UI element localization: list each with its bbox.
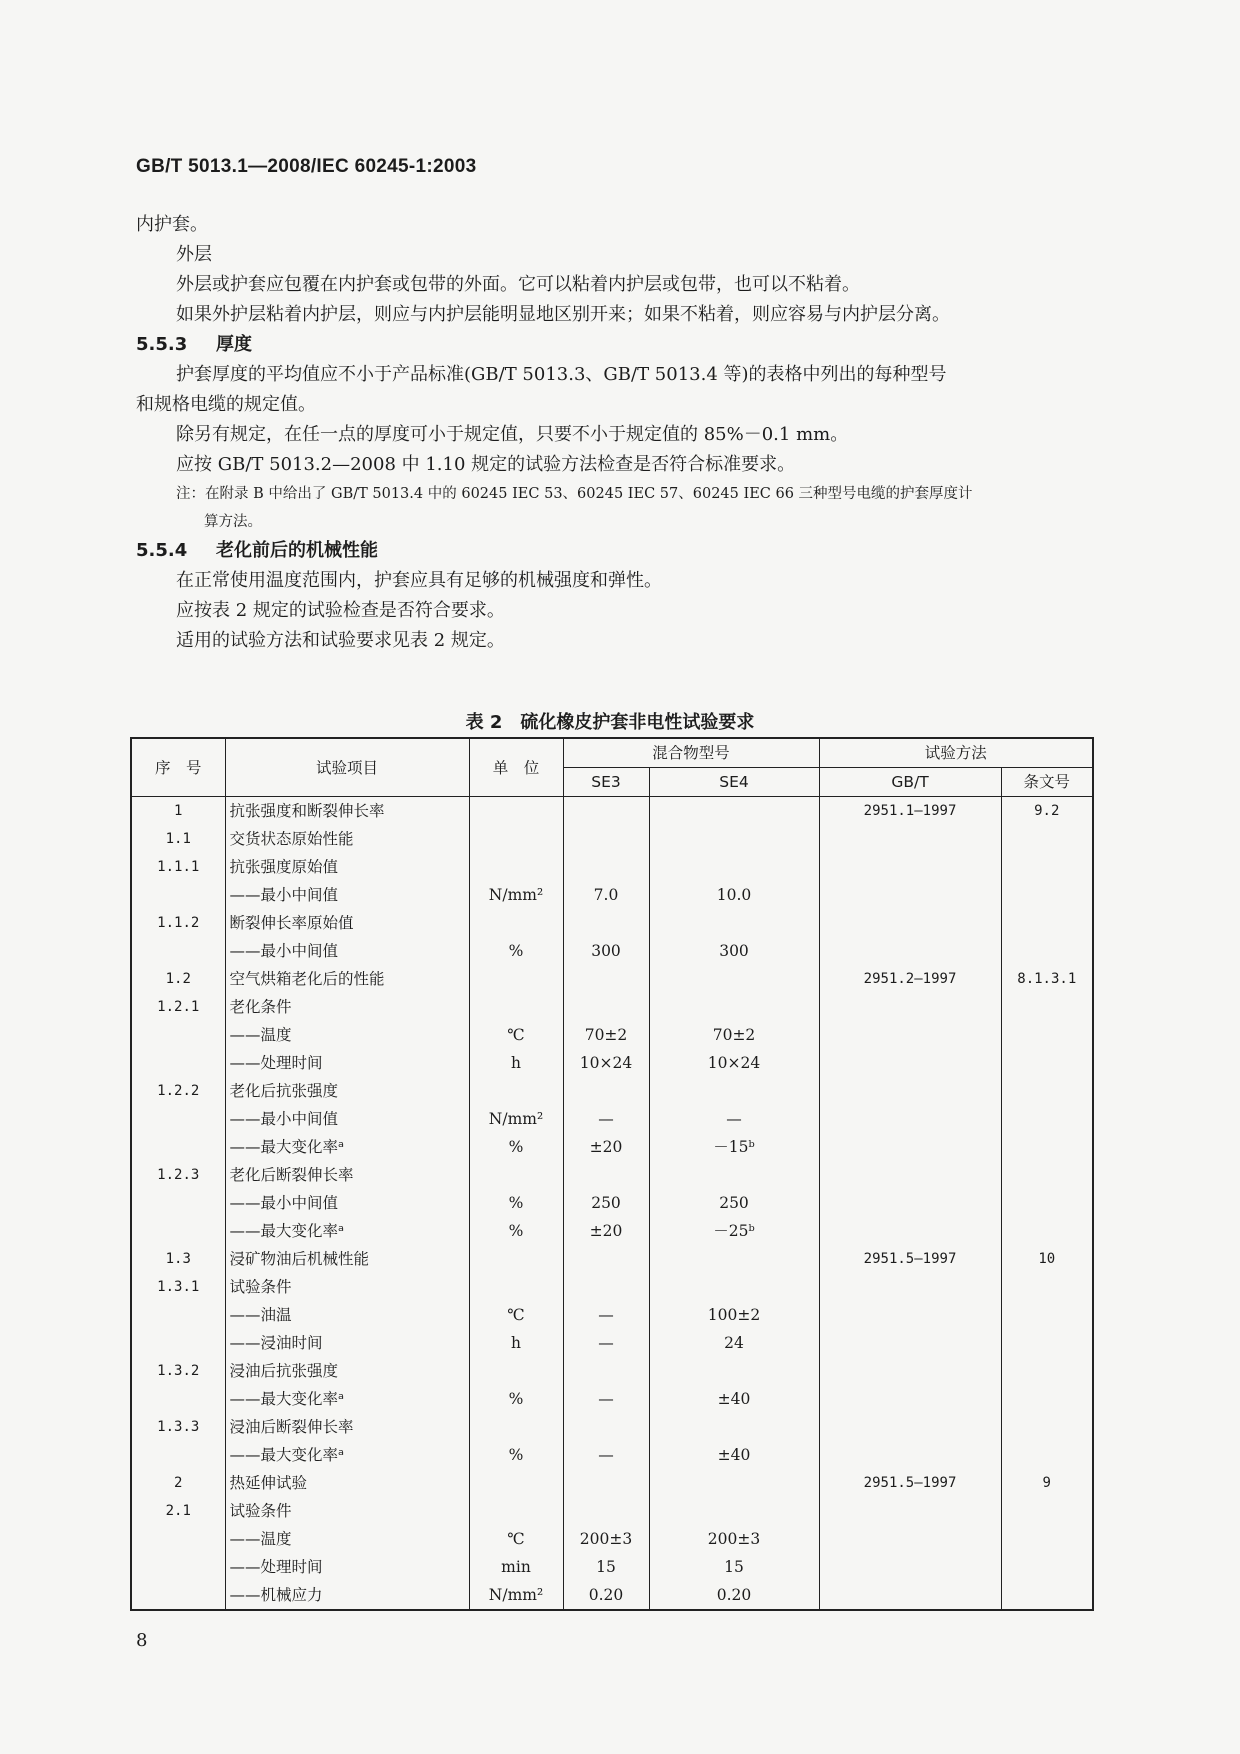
cell-se4 [649,853,819,881]
cell-se3 [563,1161,649,1189]
cell-unit: N/mm² [469,1105,563,1133]
cell-seq [131,1301,225,1329]
cell-item: ——浸油时间 [225,1329,469,1357]
header-gbt: GB/T [819,768,1001,797]
cell-gbt [819,1301,1001,1329]
cell-gbt [819,1441,1001,1469]
cell-item: 浸矿物油后机械性能 [225,1245,469,1273]
header-clause: 条文号 [1001,768,1093,797]
cell-se4 [649,1161,819,1189]
cell-se3 [563,1273,649,1301]
cell-seq: 2 [131,1469,225,1497]
cell-se3: — [563,1105,649,1133]
table-row [131,853,1093,881]
cell-unit: h [469,1329,563,1357]
table-row [131,1077,1093,1105]
cell-item: ——处理时间 [225,1049,469,1077]
note-line: 注：在附录 B 中给出了 GB/T 5013.4 中的 60245 IEC 53、60245 IEC 57、60245 IEC 66 三种型号电缆的护套厚度计 [176,486,973,502]
cell-clause [1001,909,1093,937]
cell-clause [1001,1021,1093,1049]
table-row [131,993,1093,1021]
paragraph-line: 外层 [176,244,212,265]
paragraph-line: 护套厚度的平均值应不小于产品标准(GB/T 5013.3、GB/T 5013.4 等)的表格中列出的每种型号 [176,364,947,385]
cell-clause: 9 [1001,1469,1093,1497]
cell-se4 [649,1077,819,1105]
header-compound: 混合物型号 [563,738,819,768]
table-row [131,1581,1093,1610]
cell-item: ——最小中间值 [225,937,469,965]
cell-se3 [563,993,649,1021]
table-header [131,738,1093,797]
cell-seq: 1.2.3 [131,1161,225,1189]
cell-item: ——温度 [225,1021,469,1049]
cell-unit [469,1245,563,1273]
table-row [131,1273,1093,1301]
cell-se4: 100±2 [649,1301,819,1329]
cell-clause [1001,1049,1093,1077]
cell-item: 老化后抗张强度 [225,1077,469,1105]
cell-gbt [819,1021,1001,1049]
cell-unit [469,1077,563,1105]
cell-gbt [819,1189,1001,1217]
cell-gbt [819,1105,1001,1133]
cell-se4: 10×24 [649,1049,819,1077]
cell-seq [131,1525,225,1553]
cell-se3: 0.20 [563,1581,649,1610]
cell-unit: ℃ [469,1525,563,1553]
table-row [131,1469,1093,1497]
cell-se4 [649,825,819,853]
cell-seq: 2.1 [131,1497,225,1525]
cell-se3: — [563,1385,649,1413]
table-row [131,1133,1093,1161]
cell-se3 [563,1497,649,1525]
cell-item: ——机械应力 [225,1581,469,1610]
cell-unit [469,965,563,993]
cell-unit [469,853,563,881]
cell-se4: 15 [649,1553,819,1581]
cell-se3: 200±3 [563,1525,649,1553]
cell-seq: 1.3.3 [131,1413,225,1441]
cell-unit [469,1357,563,1385]
table-row [131,1105,1093,1133]
cell-se3: — [563,1301,649,1329]
cell-gbt [819,1329,1001,1357]
cell-se4: －15ᵇ [649,1133,819,1161]
header-item: 试验项目 [225,738,469,797]
cell-clause [1001,1217,1093,1245]
cell-seq: 1.2.2 [131,1077,225,1105]
cell-item: 浸油后抗张强度 [225,1357,469,1385]
paragraph-line: 在正常使用温度范围内，护套应具有足够的机械强度和弹性。 [176,570,662,591]
cell-unit [469,909,563,937]
cell-se3: 15 [563,1553,649,1581]
cell-seq: 1.3 [131,1245,225,1273]
cell-se4: — [649,1105,819,1133]
table-row [131,1049,1093,1077]
cell-gbt [819,1357,1001,1385]
cell-item: 试验条件 [225,1273,469,1301]
cell-unit: % [469,1217,563,1245]
cell-clause [1001,1273,1093,1301]
cell-se4: 0.20 [649,1581,819,1610]
table-row [131,1217,1093,1245]
cell-clause [1001,993,1093,1021]
table-row [131,1553,1093,1581]
section-title: 厚度 [216,334,252,355]
cell-clause [1001,1357,1093,1385]
section-number: 5.5.3 [136,334,188,355]
cell-item: 抗张强度原始值 [225,853,469,881]
cell-clause [1001,881,1093,909]
cell-unit [469,1469,563,1497]
header-seq: 序 号 [131,738,225,797]
cell-item: 热延伸试验 [225,1469,469,1497]
cell-se4 [649,1245,819,1273]
cell-gbt [819,937,1001,965]
cell-seq [131,1553,225,1581]
cell-item: ——处理时间 [225,1553,469,1581]
cell-unit: min [469,1553,563,1581]
cell-gbt [819,825,1001,853]
cell-clause [1001,1133,1093,1161]
table-row [131,1301,1093,1329]
cell-seq [131,1217,225,1245]
cell-seq [131,937,225,965]
section-heading-553 [136,330,1096,360]
cell-item: 断裂伸长率原始值 [225,909,469,937]
cell-seq: 1 [131,797,225,826]
paragraph-line: 应按 GB/T 5013.2—2008 中 1.10 规定的试验方法检查是否符合标准要求。 [176,454,796,475]
cell-gbt [819,1077,1001,1105]
cell-se3 [563,825,649,853]
cell-gbt: 2951.2—1997 [819,965,1001,993]
cell-item: ——最大变化率ᵃ [225,1441,469,1469]
table-row [131,1525,1093,1553]
table-row [131,1161,1093,1189]
cell-se3 [563,797,649,826]
table-row [131,1441,1093,1469]
cell-seq [131,1329,225,1357]
cell-clause [1001,1385,1093,1413]
cell-clause [1001,1189,1093,1217]
cell-unit [469,1497,563,1525]
cell-unit [469,825,563,853]
header-se4: SE4 [649,768,819,797]
cell-clause [1001,1441,1093,1469]
paragraph-line: 适用的试验方法和试验要求见表 2 规定。 [176,630,505,651]
cell-unit: % [469,1133,563,1161]
cell-gbt [819,993,1001,1021]
cell-seq: 1.3.2 [131,1357,225,1385]
page-number: 8 [136,1630,148,1651]
cell-unit [469,797,563,826]
cell-seq [131,1105,225,1133]
table-row [131,1329,1093,1357]
cell-gbt [819,1525,1001,1553]
cell-unit [469,993,563,1021]
paragraph-line: 除另有规定，在任一点的厚度可小于规定值，只要不小于规定值的 85%－0.1 mm。 [176,424,849,445]
cell-se4: 24 [649,1329,819,1357]
paragraph-line: 和规格电缆的规定值。 [136,394,316,415]
cell-gbt [819,1049,1001,1077]
cell-gbt: 2951.5—1997 [819,1469,1001,1497]
cell-unit: N/mm² [469,1581,563,1610]
cell-clause [1001,1525,1093,1553]
cell-seq [131,1049,225,1077]
cell-clause [1001,1329,1093,1357]
cell-clause [1001,1161,1093,1189]
cell-unit: ℃ [469,1021,563,1049]
cell-gbt [819,1413,1001,1441]
cell-seq: 1.1.2 [131,909,225,937]
cell-clause: 9.2 [1001,797,1093,826]
cell-se4 [649,993,819,1021]
table-row [131,909,1093,937]
cell-gbt [819,881,1001,909]
cell-se4: 200±3 [649,1525,819,1553]
cell-item: 空气烘箱老化后的性能 [225,965,469,993]
cell-se3 [563,909,649,937]
table-row [131,1021,1093,1049]
cell-clause [1001,1413,1093,1441]
cell-se4 [649,1413,819,1441]
cell-se3 [563,853,649,881]
cell-se4 [649,909,819,937]
cell-se4 [649,1273,819,1301]
cell-unit: N/mm² [469,881,563,909]
cell-se3: ±20 [563,1217,649,1245]
cell-clause [1001,1077,1093,1105]
cell-se3 [563,965,649,993]
cell-se3: — [563,1441,649,1469]
cell-clause [1001,937,1093,965]
cell-seq [131,881,225,909]
cell-gbt [819,1497,1001,1525]
table-title: 表 2 硫化橡皮护套非电性试验要求 [465,712,755,733]
cell-unit: % [469,1385,563,1413]
cell-unit: ℃ [469,1301,563,1329]
cell-se4 [649,1357,819,1385]
cell-seq: 1.1 [131,825,225,853]
cell-se3: ±20 [563,1133,649,1161]
cell-gbt [819,1133,1001,1161]
cell-se4: 10.0 [649,881,819,909]
cell-se4: ±40 [649,1441,819,1469]
cell-se3 [563,1469,649,1497]
cell-se3: 300 [563,937,649,965]
table-row [131,881,1093,909]
cell-seq [131,1021,225,1049]
cell-unit: % [469,1441,563,1469]
table-row [131,965,1093,993]
header-method: 试验方法 [819,738,1093,768]
header-unit: 单 位 [469,738,563,797]
cell-se3: 10×24 [563,1049,649,1077]
cell-clause [1001,1301,1093,1329]
cell-se3: 70±2 [563,1021,649,1049]
table-row [131,937,1093,965]
cell-item: ——最小中间值 [225,1189,469,1217]
cell-gbt [819,1273,1001,1301]
cell-gbt [819,909,1001,937]
cell-se4: 250 [649,1189,819,1217]
cell-unit: h [469,1049,563,1077]
header-se3: SE3 [563,768,649,797]
cell-item: ——最大变化率ᵃ [225,1385,469,1413]
cell-seq [131,1441,225,1469]
table-row [131,825,1093,853]
table-row [131,1385,1093,1413]
paragraph-line: 应按表 2 规定的试验检查是否符合要求。 [176,600,505,621]
cell-gbt [819,1385,1001,1413]
cell-item: 抗张强度和断裂伸长率 [225,797,469,826]
cell-se4 [649,965,819,993]
cell-se3 [563,1077,649,1105]
cell-item: ——温度 [225,1525,469,1553]
cell-se4: ±40 [649,1385,819,1413]
cell-se4: 70±2 [649,1021,819,1049]
cell-clause [1001,825,1093,853]
table-row [131,1497,1093,1525]
cell-se4 [649,797,819,826]
cell-clause [1001,853,1093,881]
cell-gbt [819,1553,1001,1581]
cell-se4 [649,1469,819,1497]
cell-se4: 300 [649,937,819,965]
paragraph-line: 内护套。 [136,214,208,235]
cell-se3 [563,1245,649,1273]
table-row [131,1245,1093,1273]
standard-header: GB/T 5013.1—2008/IEC 60245-1:2003 [136,156,477,177]
cell-seq: 1.2.1 [131,993,225,1021]
body-text [136,210,1096,656]
table-row [131,797,1093,826]
cell-seq: 1.3.1 [131,1273,225,1301]
paragraph-line: 如果外护层粘着内护层，则应与内护层能明显地区别开来；如果不粘着，则应容易与内护层分离。 [176,304,950,325]
cell-clause [1001,1581,1093,1610]
cell-clause: 10 [1001,1245,1093,1273]
cell-clause [1001,1497,1093,1525]
cell-gbt: 2951.5—1997 [819,1245,1001,1273]
cell-gbt [819,1161,1001,1189]
cell-gbt [819,1217,1001,1245]
cell-unit [469,1273,563,1301]
cell-se3 [563,1413,649,1441]
cell-seq [131,1581,225,1610]
section-number: 5.5.4 [136,540,188,561]
cell-seq [131,1133,225,1161]
cell-se3: — [563,1329,649,1357]
cell-se4 [649,1497,819,1525]
cell-item: 老化后断裂伸长率 [225,1161,469,1189]
cell-clause [1001,1105,1093,1133]
requirements-table [130,737,1094,1611]
cell-seq [131,1189,225,1217]
cell-se3: 250 [563,1189,649,1217]
cell-se4: －25ᵇ [649,1217,819,1245]
table-body [131,797,1093,1611]
cell-unit: % [469,937,563,965]
cell-item: ——油温 [225,1301,469,1329]
cell-se3: 7.0 [563,881,649,909]
cell-item: 浸油后断裂伸长率 [225,1413,469,1441]
cell-seq: 1.2 [131,965,225,993]
cell-unit [469,1161,563,1189]
cell-clause: 8.1.3.1 [1001,965,1093,993]
cell-item: ——最小中间值 [225,881,469,909]
cell-item: ——最大变化率ᵃ [225,1217,469,1245]
cell-gbt [819,1581,1001,1610]
cell-item: 交货状态原始性能 [225,825,469,853]
cell-item: ——最小中间值 [225,1105,469,1133]
section-title: 老化前后的机械性能 [216,540,378,561]
cell-unit [469,1413,563,1441]
table-row [131,1189,1093,1217]
table-row [131,1357,1093,1385]
cell-item: 老化条件 [225,993,469,1021]
cell-seq: 1.1.1 [131,853,225,881]
cell-unit: % [469,1189,563,1217]
cell-seq [131,1385,225,1413]
cell-item: ——最大变化率ᵃ [225,1133,469,1161]
table-row [131,1413,1093,1441]
cell-item: 试验条件 [225,1497,469,1525]
note-line: 算方法。 [204,514,262,530]
paragraph-line: 外层或护套应包覆在内护套或包带的外面。它可以粘着内护层或包带，也可以不粘着。 [176,274,860,295]
cell-clause [1001,1553,1093,1581]
cell-gbt: 2951.1—1997 [819,797,1001,826]
cell-gbt [819,853,1001,881]
section-heading-554 [136,536,1096,566]
cell-se3 [563,1357,649,1385]
